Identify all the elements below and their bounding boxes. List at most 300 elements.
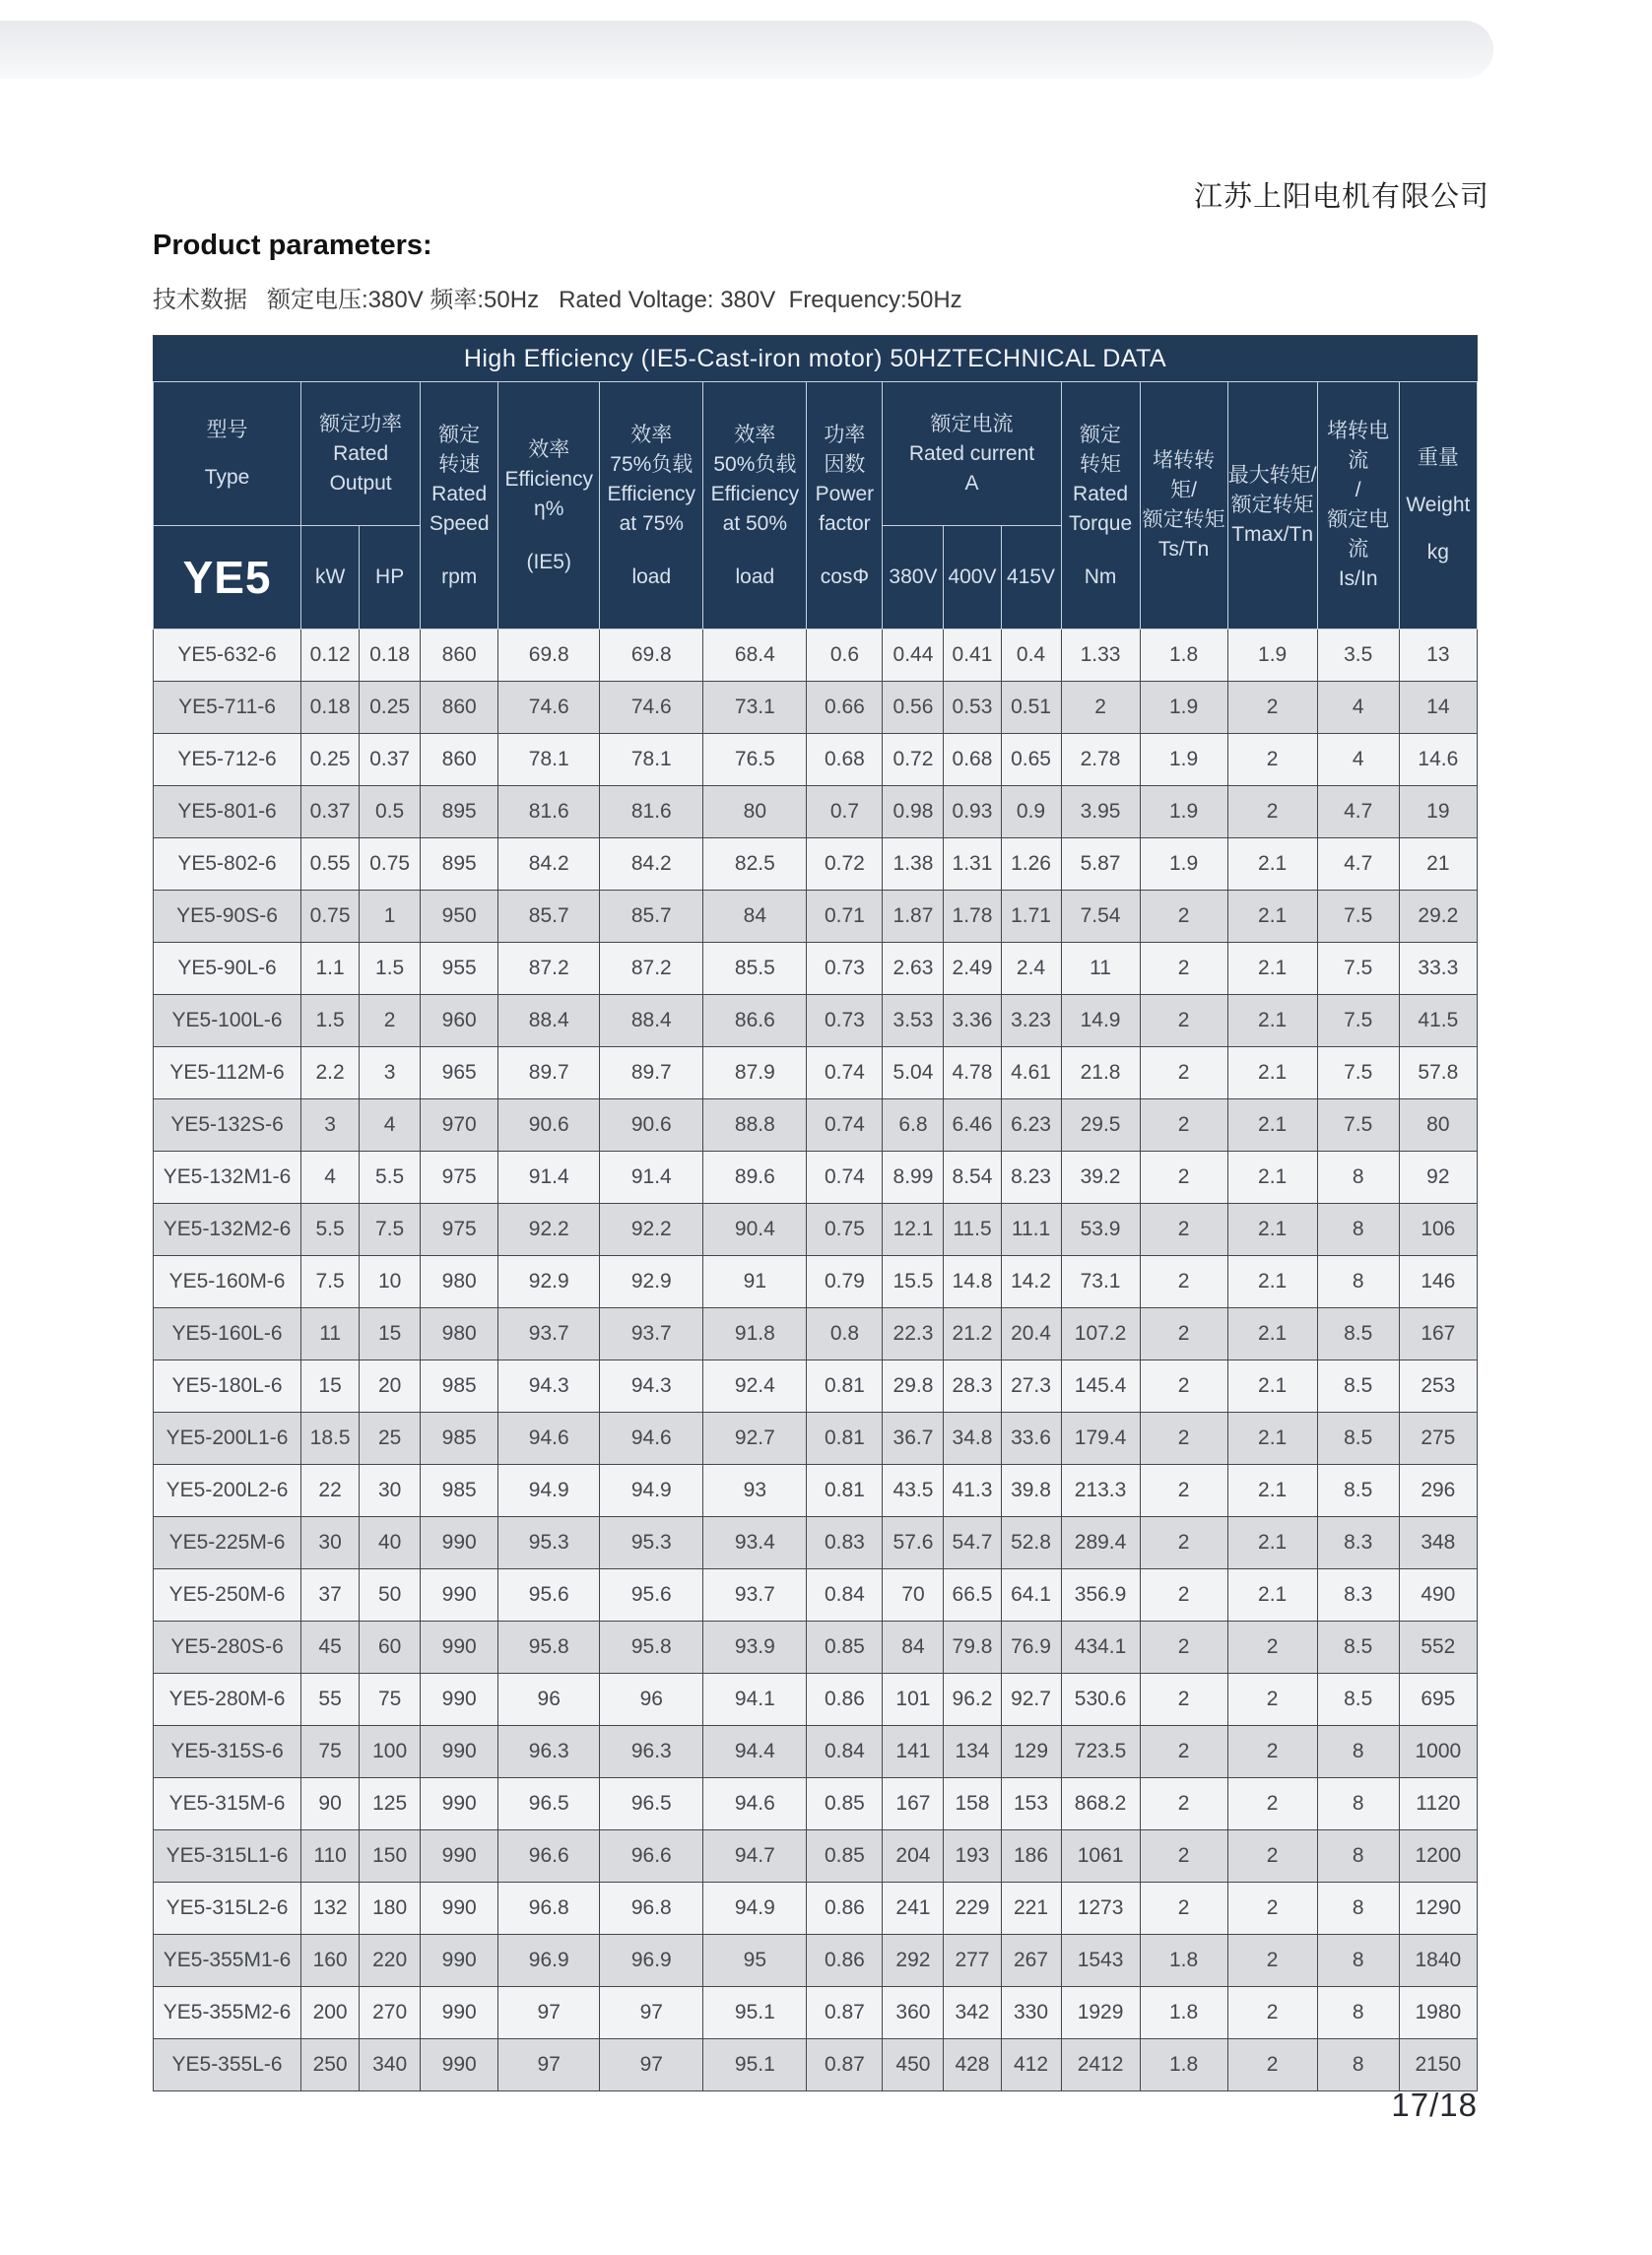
cell-torque: 1.33 [1061,630,1140,682]
cell-eff75: 90.6 [600,1099,703,1152]
cell-model: YE5-315L1-6 [154,1830,301,1883]
cell-is_in: 8 [1317,1830,1399,1883]
cell-is_in: 7.5 [1317,995,1399,1047]
cell-model: YE5-712-6 [154,734,301,786]
cell-weight: 14.6 [1399,734,1477,786]
cell-rpm: 860 [421,734,498,786]
cell-rpm: 990 [421,1935,498,1987]
header-lines [600,421,702,539]
cell-eff75: 88.4 [600,995,703,1047]
table-header [154,336,1478,630]
header-line: 额定转矩 [1142,508,1225,531]
cell-torque: 1543 [1061,1935,1140,1987]
cell-eff: 94.3 [498,1360,600,1413]
header-line: Power [815,483,875,505]
cell-eff75: 97 [600,1987,703,2039]
cell-weight: 14 [1399,682,1477,734]
col-header-efficiency-50 [703,382,807,630]
cell-weight: 1000 [1399,1726,1477,1778]
cell-model: YE5-160L-6 [154,1308,301,1360]
cell-eff: 94.6 [498,1413,600,1465]
cell-rpm: 990 [421,1517,498,1569]
cell-i380: 70 [883,1569,944,1622]
cell-i415: 412 [1001,2039,1061,2091]
cell-hp: 30 [360,1465,421,1517]
cell-eff: 69.8 [498,630,600,682]
cell-hp: 0.18 [360,630,421,682]
cell-hp: 15 [360,1308,421,1360]
page-title: Product parameters: [153,230,432,261]
cell-model: YE5-315L2-6 [154,1883,301,1935]
cell-tmax_tn: 2.1 [1227,1517,1317,1569]
cell-rpm: 955 [421,943,498,995]
table-row [154,786,1478,838]
table-row [154,1099,1478,1152]
cell-tmax_tn: 2.1 [1227,1256,1317,1308]
header-lines [421,421,497,539]
cell-ts_tn: 2 [1140,995,1227,1047]
header-lines [883,410,1060,498]
cell-eff75: 81.6 [600,786,703,838]
header-line: 额定电流 [1327,508,1390,561]
cell-hp: 340 [360,2039,421,2091]
cell-weight: 552 [1399,1622,1477,1674]
top-banner [0,21,1493,79]
cell-tmax_tn: 2 [1227,682,1317,734]
cell-eff: 96.6 [498,1830,600,1883]
header-line: 最大转矩/ [1227,464,1317,487]
cell-model: YE5-90L-6 [154,943,301,995]
cell-model: YE5-132M2-6 [154,1204,301,1256]
cell-eff75: 89.7 [600,1047,703,1099]
cell-i380: 292 [883,1935,944,1987]
cell-is_in: 8 [1317,1152,1399,1204]
cell-cos: 0.79 [807,1256,883,1308]
table-row [154,1569,1478,1622]
cell-eff75: 96.5 [600,1778,703,1830]
header-lines [703,421,806,539]
cell-cos: 0.8 [807,1308,883,1360]
cell-cos: 0.81 [807,1360,883,1413]
cell-hp: 180 [360,1883,421,1935]
cell-eff75: 96.9 [600,1935,703,1987]
cell-model: YE5-180L-6 [154,1360,301,1413]
cell-i415: 4.61 [1001,1047,1061,1099]
cell-kw: 160 [301,1935,360,1987]
cell-i380: 12.1 [883,1204,944,1256]
cell-eff50: 94.4 [703,1726,807,1778]
cell-eff: 81.6 [498,786,600,838]
cell-rpm: 990 [421,2039,498,2091]
cell-tmax_tn: 2 [1227,1883,1317,1935]
cell-cos: 0.84 [807,1569,883,1622]
cell-i380: 1.87 [883,891,944,943]
cell-cos: 0.72 [807,838,883,891]
cell-i380: 22.3 [883,1308,944,1360]
cell-hp: 3 [360,1047,421,1099]
cell-eff50: 86.6 [703,995,807,1047]
cell-model: YE5-801-6 [154,786,301,838]
cell-eff75: 95.8 [600,1622,703,1674]
cell-i415: 11.1 [1001,1204,1061,1256]
cell-is_in: 8.5 [1317,1674,1399,1726]
cell-eff75: 95.6 [600,1569,703,1622]
cell-torque: 21.8 [1061,1047,1140,1099]
cell-ts_tn: 2 [1140,1830,1227,1883]
cell-torque: 868.2 [1061,1778,1140,1830]
cell-kw: 132 [301,1883,360,1935]
cell-cos: 0.81 [807,1413,883,1465]
cell-i380: 141 [883,1726,944,1778]
cell-model: YE5-160M-6 [154,1256,301,1308]
cell-eff75: 96.3 [600,1726,703,1778]
cell-tmax_tn: 2.1 [1227,1360,1317,1413]
cell-hp: 10 [360,1256,421,1308]
cell-tmax_tn: 2 [1227,1778,1317,1830]
cell-hp: 60 [360,1622,421,1674]
cell-is_in: 8 [1317,1935,1399,1987]
table-row [154,734,1478,786]
cell-ts_tn: 2 [1140,1047,1227,1099]
page-number: 17/18 [1391,2087,1478,2123]
cell-ts_tn: 2 [1140,1726,1227,1778]
cell-cos: 0.85 [807,1778,883,1830]
unit-380v: 380V [883,526,944,630]
cell-weight: 80 [1399,1099,1477,1152]
cell-torque: 2.78 [1061,734,1140,786]
cell-kw: 45 [301,1622,360,1674]
cell-ts_tn: 2 [1140,943,1227,995]
cell-i380: 8.99 [883,1152,944,1204]
cell-i400: 342 [944,1987,1001,2039]
cell-i415: 52.8 [1001,1517,1061,1569]
cell-is_in: 8 [1317,1883,1399,1935]
cell-weight: 19 [1399,786,1477,838]
cell-model: YE5-315S-6 [154,1726,301,1778]
cell-eff50: 91 [703,1256,807,1308]
cell-weight: 695 [1399,1674,1477,1726]
cell-model: YE5-250M-6 [154,1569,301,1622]
cell-i400: 66.5 [944,1569,1001,1622]
cell-rpm: 990 [421,1883,498,1935]
header-unit: Nm [1084,565,1117,588]
cell-eff75: 96.8 [600,1883,703,1935]
cell-kw: 1.1 [301,943,360,995]
cell-eff50: 93 [703,1465,807,1517]
cell-is_in: 8 [1317,1726,1399,1778]
cell-tmax_tn: 2.1 [1227,1099,1317,1152]
header-line: Type [204,465,250,489]
cell-i415: 39.8 [1001,1465,1061,1517]
cell-torque: 434.1 [1061,1622,1140,1674]
header-line: Efficiency [607,483,696,505]
cell-hp: 50 [360,1569,421,1622]
cell-model: YE5-280M-6 [154,1674,301,1726]
cell-eff: 95.6 [498,1569,600,1622]
header-line: 功率 [824,424,866,446]
cell-tmax_tn: 2 [1227,1622,1317,1674]
cell-cos: 0.81 [807,1465,883,1517]
cell-i400: 21.2 [944,1308,1001,1360]
unit-400v: 400V [944,526,1001,630]
cell-hp: 7.5 [360,1204,421,1256]
col-header-rated-output [301,382,421,526]
unit-hp: HP [360,526,421,630]
cell-i415: 186 [1001,1830,1061,1883]
cell-ts_tn: 1.8 [1140,630,1227,682]
header-line: 额定电流 [930,412,1014,435]
table-row [154,1360,1478,1413]
cell-rpm: 960 [421,995,498,1047]
cell-torque: 29.5 [1061,1099,1140,1152]
cell-kw: 200 [301,1987,360,2039]
cell-i415: 0.51 [1001,682,1061,734]
col-header-ts-tn [1140,382,1227,630]
cell-cos: 0.75 [807,1204,883,1256]
cell-i415: 27.3 [1001,1360,1061,1413]
cell-torque: 213.3 [1061,1465,1140,1517]
cell-is_in: 3.5 [1317,630,1399,682]
cell-eff75: 94.6 [600,1413,703,1465]
header-line: 效率 [734,424,776,446]
cell-weight: 253 [1399,1360,1477,1413]
company-name: 江苏上阳电机有限公司 [1193,181,1489,213]
col-header-is-in [1317,382,1399,630]
cell-eff: 91.4 [498,1152,600,1204]
table-title: High Efficiency (IE5-Cast-iron motor) 50HZTECHNICAL DATA [154,336,1478,382]
header-line: 额定 [1080,424,1122,446]
cell-tmax_tn: 2.1 [1227,1569,1317,1622]
col-header-rated-torque [1061,382,1140,630]
header-line: Rated [333,441,389,465]
cell-eff: 88.4 [498,995,600,1047]
cell-cos: 0.74 [807,1099,883,1152]
header-line: Rated [1073,483,1129,505]
cell-hp: 125 [360,1778,421,1830]
cell-eff50: 94.1 [703,1674,807,1726]
cell-i380: 1.38 [883,838,944,891]
table-row [154,1726,1478,1778]
header-line: 因数 [824,453,866,476]
cell-is_in: 8.5 [1317,1622,1399,1674]
cell-i400: 11.5 [944,1204,1001,1256]
cell-model: YE5-632-6 [154,630,301,682]
cell-i400: 28.3 [944,1360,1001,1413]
cell-eff75: 87.2 [600,943,703,995]
header-line: 堵转转矩/ [1153,449,1216,501]
cell-is_in: 8 [1317,1778,1399,1830]
cell-tmax_tn: 2 [1227,1726,1317,1778]
cell-hp: 220 [360,1935,421,1987]
table-row [154,682,1478,734]
cell-i400: 6.46 [944,1099,1001,1152]
cell-model: YE5-355M1-6 [154,1935,301,1987]
cell-eff75: 93.7 [600,1308,703,1360]
cell-kw: 30 [301,1517,360,1569]
cell-i400: 0.53 [944,682,1001,734]
cell-rpm: 895 [421,786,498,838]
cell-model: YE5-132S-6 [154,1099,301,1152]
cell-i380: 0.98 [883,786,944,838]
header-line: 效率 [630,424,673,446]
cell-torque: 5.87 [1061,838,1140,891]
cell-hp: 75 [360,1674,421,1726]
cell-eff: 96 [498,1674,600,1726]
cell-weight: 296 [1399,1465,1477,1517]
cell-eff75: 95.3 [600,1517,703,1569]
header-unit: load [735,565,775,588]
header-line: Efficiency [710,483,800,505]
col-header-rated-speed [421,382,498,630]
cell-weight: 1120 [1399,1778,1477,1830]
cell-hp: 0.5 [360,786,421,838]
cell-ts_tn: 2 [1140,1204,1227,1256]
cell-i415: 267 [1001,1935,1061,1987]
cell-weight: 167 [1399,1308,1477,1360]
cell-model: YE5-200L1-6 [154,1413,301,1465]
cell-i380: 84 [883,1622,944,1674]
cell-eff50: 94.6 [703,1778,807,1830]
cell-kw: 5.5 [301,1204,360,1256]
unit-415v: 415V [1001,526,1061,630]
cell-is_in: 8 [1317,1987,1399,2039]
cell-ts_tn: 2 [1140,1360,1227,1413]
col-header-weight [1399,382,1477,630]
cell-kw: 7.5 [301,1256,360,1308]
cell-cos: 0.87 [807,2039,883,2091]
cell-torque: 723.5 [1061,1726,1140,1778]
cell-eff: 95.3 [498,1517,600,1569]
cell-i380: 101 [883,1674,944,1726]
cell-is_in: 7.5 [1317,1099,1399,1152]
cell-tmax_tn: 1.9 [1227,630,1317,682]
cell-rpm: 895 [421,838,498,891]
table-row [154,1308,1478,1360]
header-unit: load [631,565,672,588]
cell-weight: 29.2 [1399,891,1477,943]
cell-weight: 490 [1399,1569,1477,1622]
cell-i415: 330 [1001,1987,1061,2039]
cell-i415: 129 [1001,1726,1061,1778]
header-line: 额定转矩 [1230,494,1314,516]
col-header-type [154,382,301,526]
header-line: factor [819,512,871,535]
cell-eff50: 68.4 [703,630,807,682]
cell-eff50: 87.9 [703,1047,807,1099]
cell-weight: 57.8 [1399,1047,1477,1099]
header-line: 型号 [206,418,248,441]
cell-i380: 0.72 [883,734,944,786]
cell-tmax_tn: 2.1 [1227,1152,1317,1204]
cell-model: YE5-112M-6 [154,1047,301,1099]
col-header-tmax-tn [1227,382,1317,630]
cell-eff75: 85.7 [600,891,703,943]
table-row [154,1883,1478,1935]
col-header-efficiency [498,382,600,630]
cell-kw: 11 [301,1308,360,1360]
header-line: 额定功率 [319,412,403,435]
cell-i400: 3.36 [944,995,1001,1047]
cell-kw: 0.75 [301,891,360,943]
cell-torque: 3.95 [1061,786,1140,838]
table-row [154,1778,1478,1830]
cell-i380: 167 [883,1778,944,1830]
cell-i415: 1.71 [1001,891,1061,943]
header-lines [1318,417,1399,594]
cell-i415: 0.9 [1001,786,1061,838]
cell-i400: 34.8 [944,1413,1001,1465]
unit-kw: kW [301,526,360,630]
cell-is_in: 7.5 [1317,943,1399,995]
header-line: Tmax/Tn [1231,523,1314,546]
cell-eff50: 92.7 [703,1413,807,1465]
cell-torque: 107.2 [1061,1308,1140,1360]
table-row [154,943,1478,995]
cell-is_in: 8.5 [1317,1413,1399,1465]
cell-i380: 43.5 [883,1465,944,1517]
cell-i380: 36.7 [883,1413,944,1465]
cell-i400: 428 [944,2039,1001,2091]
cell-cos: 0.85 [807,1830,883,1883]
cell-is_in: 4.7 [1317,786,1399,838]
cell-i415: 0.65 [1001,734,1061,786]
cell-i415: 8.23 [1001,1152,1061,1204]
cell-tmax_tn: 2 [1227,786,1317,838]
cell-kw: 2.2 [301,1047,360,1099]
table-row [154,891,1478,943]
header-line: at 50% [722,512,788,535]
cell-ts_tn: 2 [1140,1465,1227,1517]
cell-ts_tn: 2 [1140,1256,1227,1308]
series-text: YE5 [182,552,272,603]
cell-eff50: 91.8 [703,1308,807,1360]
cell-ts_tn: 2 [1140,1778,1227,1830]
cell-torque: 1273 [1061,1883,1140,1935]
cell-kw: 75 [301,1726,360,1778]
cell-eff75: 97 [600,2039,703,2091]
cell-eff50: 88.8 [703,1099,807,1152]
cell-i400: 0.93 [944,786,1001,838]
cell-cos: 0.86 [807,1674,883,1726]
cell-weight: 275 [1399,1413,1477,1465]
cell-rpm: 980 [421,1308,498,1360]
cell-is_in: 7.5 [1317,891,1399,943]
cell-kw: 250 [301,2039,360,2091]
cell-rpm: 980 [421,1256,498,1308]
cell-hp: 0.25 [360,682,421,734]
cell-eff: 84.2 [498,838,600,891]
header-line: Weight [1406,494,1471,516]
cell-i400: 54.7 [944,1517,1001,1569]
header-line: 堵转电流 [1327,420,1390,472]
cell-eff: 96.5 [498,1778,600,1830]
header-lines [1400,434,1477,576]
cell-weight: 1980 [1399,1987,1477,2039]
cell-eff75: 69.8 [600,630,703,682]
cell-ts_tn: 2 [1140,1099,1227,1152]
cell-weight: 21 [1399,838,1477,891]
header-line: Rated [431,483,488,505]
cell-eff50: 95.1 [703,1987,807,2039]
cell-eff50: 93.4 [703,1517,807,1569]
header-line: Output [329,471,392,495]
cell-cos: 0.86 [807,1935,883,1987]
cell-cos: 0.87 [807,1987,883,2039]
header-line: Speed [429,512,490,535]
cell-eff50: 85.5 [703,943,807,995]
cell-i415: 221 [1001,1883,1061,1935]
header-row-upper [154,382,1478,526]
